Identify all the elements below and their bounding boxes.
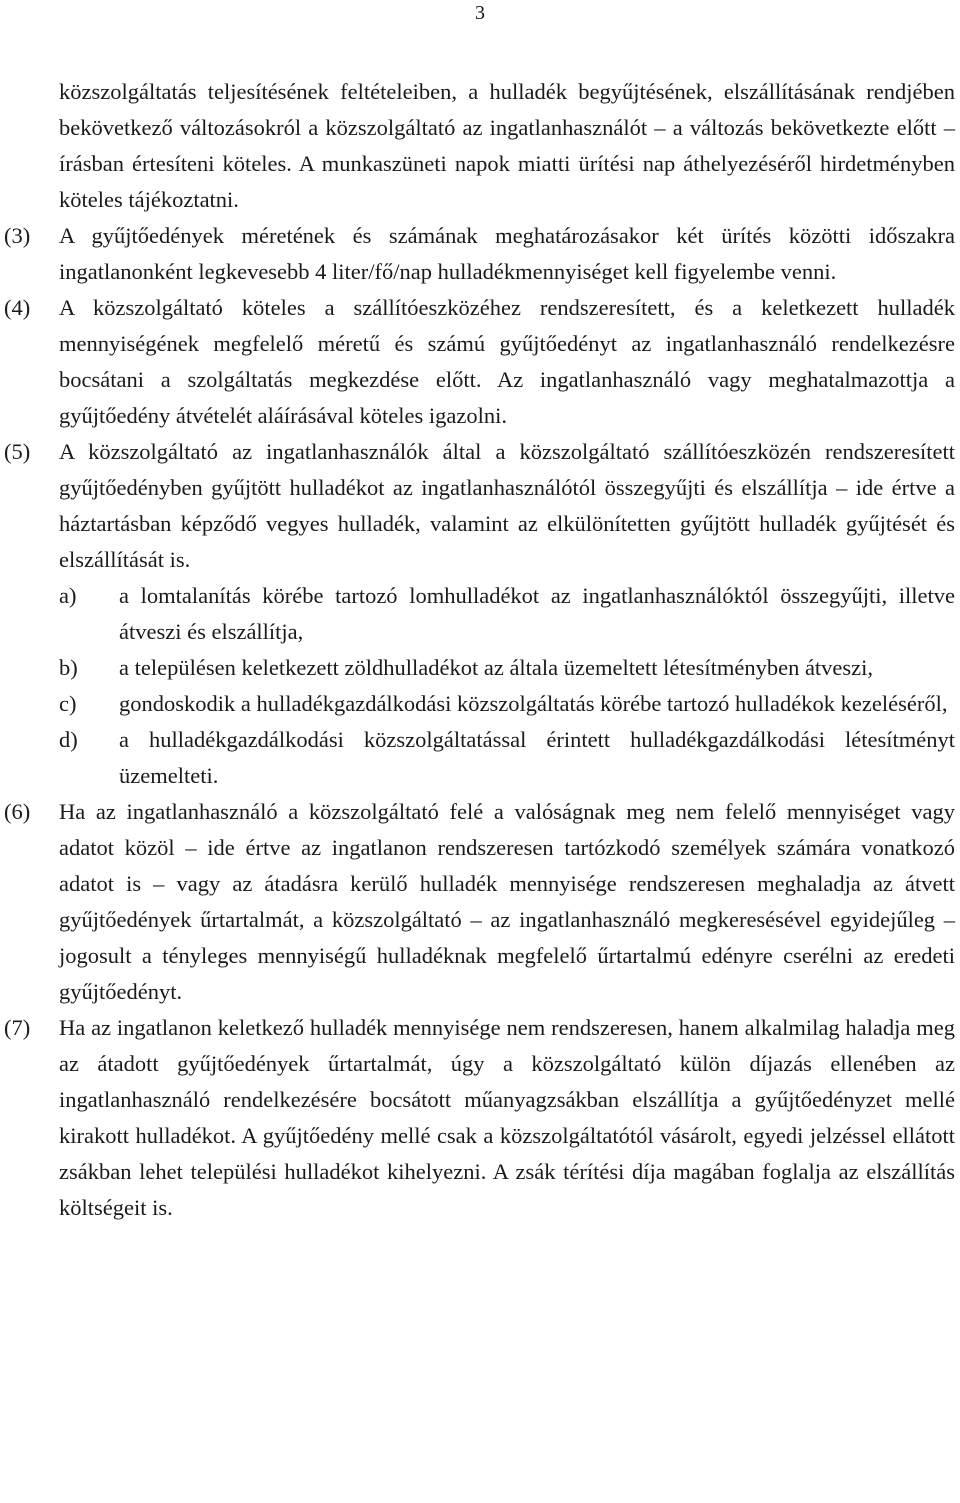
section-5: [0, 434, 955, 578]
section-text: A közszolgáltató az ingatlanhasználók által a közszolgáltató szállítóeszközén rendszeresített gyűjtőedényben gyűjtött hulladékot az ingatlanhasználótól összegyűjti és elszállítja – ide értve a háztartásban képződő vegyes hulladék, valamint az elkülönítetten gyűjtött hulladék gyűjtését és elszállítását is.: [59, 439, 955, 572]
list-item-d: [59, 722, 955, 794]
page-number: 3: [475, 2, 485, 24]
list-letter: c): [59, 691, 77, 716]
list-letter: b): [59, 655, 78, 680]
intro-paragraph: [0, 74, 955, 218]
list-letter: d): [59, 727, 78, 752]
section-3: [0, 218, 955, 290]
section-number: (4): [4, 295, 31, 320]
document-body: [0, 74, 960, 1226]
list-item-b: [59, 650, 955, 686]
list-item-a: [59, 578, 955, 650]
section-text: A közszolgáltató köteles a szállítóeszközéhez rendszeresített, és a keletkezett hulladék mennyiségének megfelelő méretű és számú gyűjtőedényt az ingatlanhasználó rendelkezésre bocsátani a szolgáltatás megkezdése előtt. Az ingatlanhasználó vagy meghatalmazottja a gyűjtőedény átvételét aláírásával köteles igazolni.: [59, 295, 955, 428]
section-text: A gyűjtőedények méretének és számának meghatározásakor két ürítés közötti időszakra ingatlanonként legkevesebb 4 liter/fő/nap hulladékmennyiséget kell figyelembe venni.: [59, 223, 955, 284]
intro-text: közszolgáltatás teljesítésének feltételeiben, a hulladék begyűjtésének, elszállításának rendjében bekövetkező változásokról a közszolgáltató az ingatlanhasználót – a változás bekövetkezte előtt – írásban értesíteni köteles. A munkaszüneti napok miatti ürítési nap áthelyezéséről hirdetményben köteles tájékoztatni.: [59, 79, 955, 212]
section-number: (5): [4, 439, 31, 464]
section-4: [0, 290, 955, 434]
list-item-c: [59, 686, 955, 722]
section-7: [0, 1010, 955, 1226]
section-number: (7): [4, 1015, 31, 1040]
section-6: [0, 794, 955, 1010]
section-text: Ha az ingatlanhasználó a közszolgáltató felé a valóságnak meg nem felelő mennyiséget vagy adatot közöl – ide értve az ingatlanon rendszeresen tartózkodó személyek számára vonatkozó adatot is – vagy az átadásra kerülő hulladék mennyisége rendszeresen meghaladja az átvett gyűjtőedények űrtartalmát, a közszolgáltató – az ingatlanhasználó megkeresésével egyidejűleg – jogosult a tényleges mennyiségű hulladéknak megfelelő űrtartalmú edényre cserélni az eredeti gyűjtőedényt.: [59, 799, 955, 1004]
section-number: (6): [4, 799, 31, 824]
list-text: a településen keletkezett zöldhulladékot az általa üzemeltett létesítményben átveszi,: [119, 655, 874, 680]
section-text: Ha az ingatlanon keletkező hulladék mennyisége nem rendszeresen, hanem alkalmilag haladja meg az átadott gyűjtőedények űrtartalmát, úgy a közszolgáltató külön díjazás ellenében az ingatlanhasználó rendelkezésére bocsátott műanyagzsákban elszállítja a gyűjtőedényzet mellé kirakott hulladékot. A gyűjtőedény mellé csak a közszolgáltatótól vásárolt, egyedi jelzéssel ellátott zsákban lehet települési hulladékot kihelyezni. A zsák térítési díja magában foglalja az elszállítás költségeit is.: [59, 1015, 955, 1220]
list-text: a lomtalanítás körébe tartozó lomhulladékot az ingatlanhasználóktól összegyűjti, illetve átveszi és elszállítja,: [119, 583, 955, 644]
section-number: (3): [4, 223, 31, 248]
list-letter: a): [59, 583, 77, 608]
list-text: a hulladékgazdálkodási közszolgáltatással érintett hulladékgazdálkodási létesítményt üzemelteti.: [119, 727, 955, 788]
list-text: gondoskodik a hulladékgazdálkodási közszolgáltatás körébe tartozó hulladékok kezeléséről,: [119, 691, 948, 716]
